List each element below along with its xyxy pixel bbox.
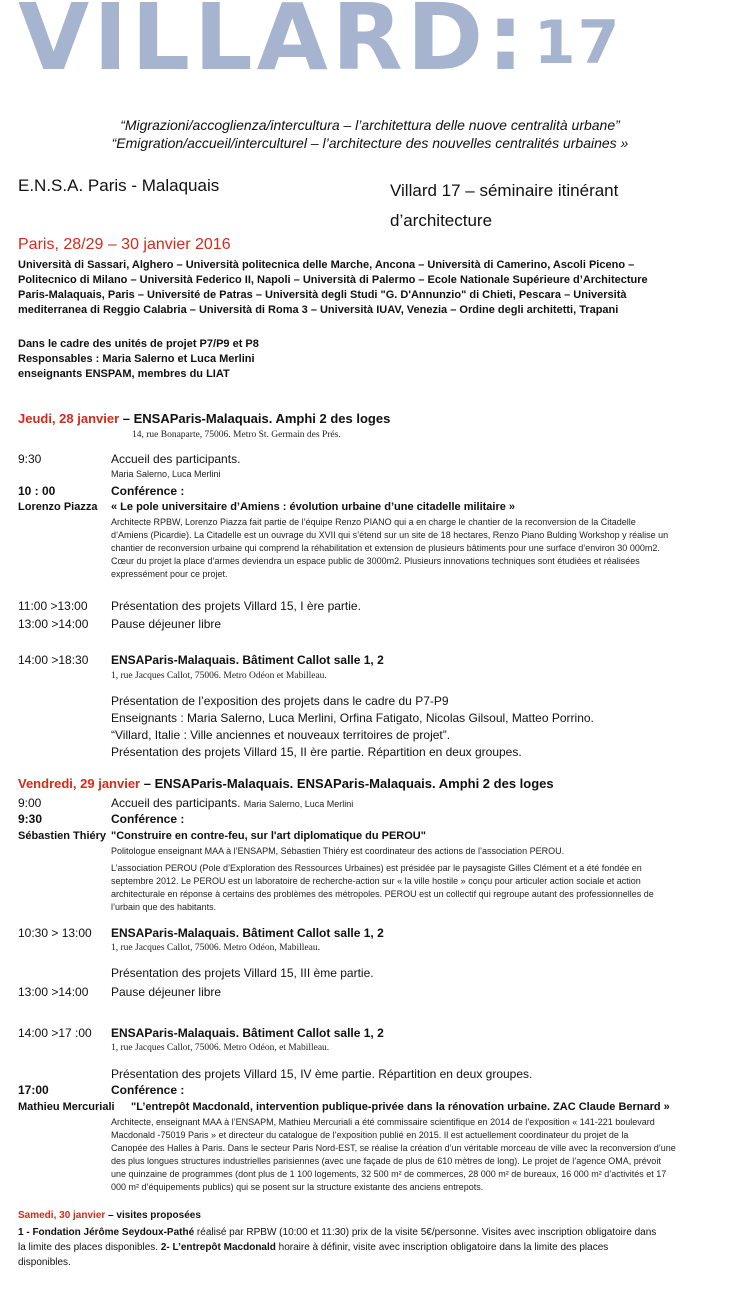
day2-callot-address-2: 1, rue Jacques Callot, 75006. Metro Odéon, et Mabilleau. xyxy=(111,1043,330,1053)
day1-welcome: Accueil des participants. xyxy=(111,452,241,466)
school-name: E.N.S.A. Paris - Malaquais xyxy=(18,176,220,195)
villard-logo: VILLARD: 17 xyxy=(18,0,622,91)
day1-time-1400: 14:00 >18:30 xyxy=(18,653,89,667)
day1-welcome-names: Maria Salerno, Luca Merlini xyxy=(111,469,221,479)
day1-talk-title: « Le pole universitaire d’Amiens : évolution urbaine d’une citadelle militaire » xyxy=(111,501,516,513)
day2-callot-location: ENSAParis-Malaquais. Bâtiment Callot salle 1, 2 xyxy=(111,926,384,940)
day2-presentation-3: Présentation des projets Villard 15, III ème partie. xyxy=(111,966,374,980)
day2-speaker-bio: Politologue enseignant MAA à l’ENSAPM, Sébastien Thiéry est coordinateur des actions de l’association PEROU. L’association PEROU (Pole d’Exploration des Ressources Urbaines) est présidée par le paysagiste Gilles Clément et a été fondée en septembre 2012. Le PEROU est un laboratoire de recherche-action sur « la ville hostile » conçu pour articuler action sociale et action architecturale en réponse à certains des problèmes des métropoles. PEROU est un collectif qui regroupe autant des professionnelles de l’urbain que des habitants. xyxy=(111,846,654,912)
day2-lunch: Pause déjeuner libre xyxy=(111,985,222,999)
seminar-title: Villard 17 – séminaire itinérant d’architecture xyxy=(390,181,619,230)
day2-welcome: Accueil des participants. Maria Salerno, Luca Merlini xyxy=(111,796,354,810)
day2-speaker: Sébastien Thiéry xyxy=(18,830,107,842)
day2-time-1030: 10:30 > 13:00 xyxy=(18,926,92,940)
day1-time-1100: 11:00 >13:00 xyxy=(18,599,88,613)
day2-heading: Vendredi, 29 janvier – ENSAParis-Malaquais. ENSAParis-Malaquais. Amphi 2 des loges xyxy=(18,776,554,791)
day1-lunch: Pause déjeuner libre xyxy=(111,617,222,631)
day2-time-1300: 13:00 >14:00 xyxy=(18,985,89,999)
day2-callot-address: 1, rue Jacques Callot, 75006. Metro Odéon, Mabilleau. xyxy=(111,943,320,953)
day2-time-1400: 14:00 >17 :00 xyxy=(18,1026,92,1040)
day1-speaker: Lorenzo Piazza xyxy=(18,501,98,513)
subtitle-italian: “Migrazioni/accoglienza/intercultura – l’architettura delle nuove centralità urbane” xyxy=(120,117,620,133)
day1-callot-location: ENSAParis-Malaquais. Bâtiment Callot salle 1, 2 xyxy=(111,653,384,667)
day1-time-930: 9:30 xyxy=(18,452,42,466)
day1-afternoon-details: Présentation de l’exposition des projets dans le cadre du P7-P9 Enseignants : Maria Salerno, Luca Merlini, Orfina Fatigato, Nicolas Gilsoul, Matteo Porrino. “Villard, Italie : Ville anciennes et nouveaux territoires de projet”. Présentation des projets Villard 15, II ère partie. Répartition en deux groupes. xyxy=(111,694,594,759)
day1-time-1300: 13:00 >14:00 xyxy=(18,617,89,631)
day1-address: 14, rue Bonaparte, 75006. Metro St. Germain des Prés. xyxy=(132,430,341,440)
day3-visits: 1 - Fondation Jérôme Seydoux-Pathé réalisé par RPBW (10:00 et 11:30) prix de la visite 5€/personne. Visites avec inscription obligatoire dans la limite des places disponibles. 2- L’entrepôt Macdonald horaire à définir, visite avec inscription obligatoire dans la limite des places disponibles. xyxy=(18,1227,657,1268)
universities-list: Università di Sassari, Alghero – Università politecnica delle Marche, Ancona – Università di Camerino, Ascoli Piceno – Politecnico di Milano – Università Federico II, Napoli – Università di Palermo – Ecole Nationale Supérieure d’Architecture Paris-Malaquais, Paris – Université de Patras – Università degli Studi "G. D'Annunzio" di Chieti, Pescara – Università mediterranea di Reggio Calabria – Università di Roma 3 – Università IUAV, Venezia – Ordine degli architetti, Trapani xyxy=(18,259,648,316)
day2-talk-title-2: "L’entrepôt Macdonald, intervention publique-privée dans la rénovation urbaine. ZAC Claude Bernard » xyxy=(131,1101,670,1113)
day1-heading: Jeudi, 28 janvier – ENSAParis-Malaquais. Amphi 2 des loges xyxy=(18,411,391,426)
day2-time-900: 9:00 xyxy=(18,796,42,810)
day1-presentation-1: Présentation des projets Villard 15, I ère partie. xyxy=(111,599,361,613)
day2-talk-title: "Construire en contre-feu, sur l'art diplomatique du PEROU" xyxy=(111,830,426,842)
context-block: Dans le cadre des unités de projet P7/P9 et P8 Responsables : Maria Salerno et Luca Merlini enseignants ENSPAM, membres du LIAT xyxy=(18,338,259,380)
day2-presentation-4: Présentation des projets Villard 15, IV ème partie. Répartition en deux groupes. xyxy=(111,1067,533,1081)
city-dates: Paris, 28/29 – 30 janvier 2016 xyxy=(18,236,231,253)
day1-speaker-bio: Architecte RPBW, Lorenzo Piazza fait partie de l’équipe Renzo PIANO qui a en charge le chantier de la reconversion de la Citadelle d’Amiens (Picardie). La Citadelle est un ouvrage du XVII qui s’étend sur un site de 18 hectares, Renzo Piano Bulding Workshop y réalise un chantier de reconversion urbaine qui comprend la réhabilitation et extension de plusieurs bâtiments pour une surface d’environ 30 000m2. Cœur du projet la place d’armes deviendra un espace public de 3000m2. Plusieurs innovations techniques sont étudiées et réalisées expressément pour ce projet. xyxy=(111,517,669,579)
day3-heading: Samedi, 30 janvier – visites proposées xyxy=(18,1210,201,1221)
day2-conference-label-2: Conférence : xyxy=(111,1083,185,1097)
day2-callot-location-2: ENSAParis-Malaquais. Bâtiment Callot salle 1, 2 xyxy=(111,1026,384,1040)
day2-time-930: 9:30 xyxy=(18,812,43,826)
day1-conference-label: Conférence : xyxy=(111,484,185,498)
day2-conference-label: Conférence : xyxy=(111,812,185,826)
subtitle-french: “Emigration/accueil/interculturel – l’architecture des nouvelles centralités urbaines » xyxy=(111,135,629,151)
day2-speaker-bio-2: Architecte, enseignant MAA à l’ENSAPM, Mathieu Mercuriali a été commissaire scientifique en 2014 de l’exposition « 141-221 boulevard Macdonald -75019 Paris » et directeur du catalogue de l’exposition publié en 2015. Il est actuellement coordinateur du projet de la Canopée des Halles à Paris. Dans le secteur Paris Nord-EST, se réalise la création d’un véritable morceau de ville avec la reconversion d’une des plus longues structures industrielles parisiennes (avec une façade de plus de 610 mètres de long). Le projet de l’agence OMA, prévoit une quinzaine de programmes (dont plus de 1 100 logements, 32 500 m² de commerces, 28 000 m² de bureaux, 16 000 m² d’activités et 17 000 m² d’équipements publics) qui se posent sur la structure existante des anciens entrepots. xyxy=(111,1117,676,1192)
day2-speaker-2: Mathieu Mercuriali xyxy=(18,1101,115,1113)
day1-time-1000: 10 : 00 xyxy=(18,484,56,498)
day1-callot-address: 1, rue Jacques Callot, 75006. Metro Odéon et Mabilleau. xyxy=(111,671,327,681)
day2-time-1700: 17:00 xyxy=(18,1083,49,1097)
